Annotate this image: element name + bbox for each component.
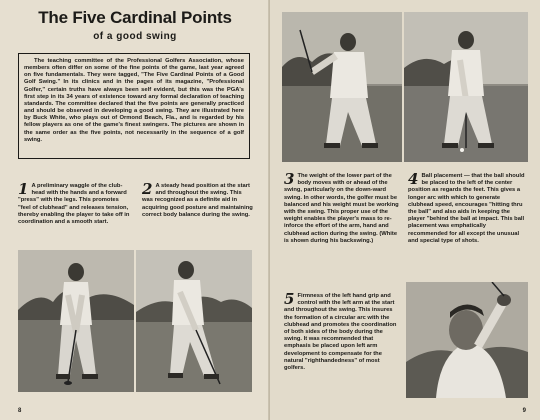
point-3-number: 3 xyxy=(284,170,295,188)
point-5-number: 5 xyxy=(284,290,295,308)
point-5-text: Firmness of the left hand grip and control with the left arm at the start and throughout the swing. This insures the formation of a circular arc with the clubhead and promotes the coordination of both sides of the body during the swing. It was recommended that emphasis be placed upon left arm development to compensate for the natural "righthandedness" of most golfers. xyxy=(284,293,397,372)
article-subtitle: of a good swing xyxy=(93,31,177,42)
point-5 xyxy=(284,290,400,372)
golfer-stance-image xyxy=(136,250,252,392)
point-1 xyxy=(18,180,130,226)
photo-waggle xyxy=(18,250,134,392)
point-1-text: A preliminary waggle of the club-head with the hands and a forward "press" with the legs. This promotes "feel of clubhead" and releases tension, thereby enabling the player to take off in coordination and a smooth start. xyxy=(18,183,130,226)
page-number-right: 9 xyxy=(522,408,526,414)
point-4-text: Ball placement — that the ball should be placed to the left of the center position as regards the feet. This gives a longer arc with which to generate clubhead speed, encourages "hitting thru the ball" and also aids in keeping the player "behind the ball at impact. This ball placement was emphatically recommended for all except the unusual and special type of shots. xyxy=(408,173,525,244)
point-2-number: 2 xyxy=(142,180,153,198)
point-3 xyxy=(284,170,400,245)
point-3-text: The weight of the lower part of the body moves with or ahead of the swing, particularly on the down-ward swing. In other words, the golfer must be balanced and his weight must be working with the swing. This proper use of the weight enables the player's mass to re-inforce the effort of the arm, hand and clubhead action during the swing. (White is shown during his backswing.) xyxy=(284,173,399,244)
point-2 xyxy=(142,180,254,219)
intro-box xyxy=(18,53,250,159)
point-2-text: A steady head position at the start and throughout the swing. This was recognized as a definite aid in acquiring good posture and maintaining correct body balance during the swing. xyxy=(142,183,253,218)
golfer-ball-position-image xyxy=(404,12,528,162)
photo-weight-shift xyxy=(282,12,402,162)
photo-left-hand-grip xyxy=(406,282,528,398)
golfer-followthrough-image xyxy=(406,282,528,398)
point-1-number: 1 xyxy=(18,180,29,198)
golfer-address-image xyxy=(18,250,134,392)
photo-ball-placement xyxy=(404,12,528,162)
intro-text: The teaching committee of the Professional Golfers Association, whose members often differ on some of the fine points of the game, last year agreed on five fundamentals. They were tagged, "The Five Cardinal Points of a Good Golf Swing." In its clinics and in the pages of its magazine, "Professional Golfer," certain truths have always been self evident, but this was the PGA's first step in its 34 years of existence toward any formal declaration of teaching standards. The committee declared that the five points are generally practiced and should be observed in developing a good swing. They are illustrated here by Buck White, who plays out of Ormond Beach, Fla., and is regarded by his fellow players as one of the game's finest swingers. The pictures are shown in the same order as the five points, not necessarily in the sequence of a golf swing. xyxy=(24,58,244,143)
point-4-number: 4 xyxy=(408,170,419,188)
golfer-backswing-image xyxy=(282,12,402,162)
article-title: The Five Cardinal Points xyxy=(38,8,232,27)
photo-steady-head xyxy=(136,250,252,392)
right-page xyxy=(270,0,540,420)
point-4 xyxy=(408,170,526,245)
page-number-left: 8 xyxy=(18,408,22,414)
